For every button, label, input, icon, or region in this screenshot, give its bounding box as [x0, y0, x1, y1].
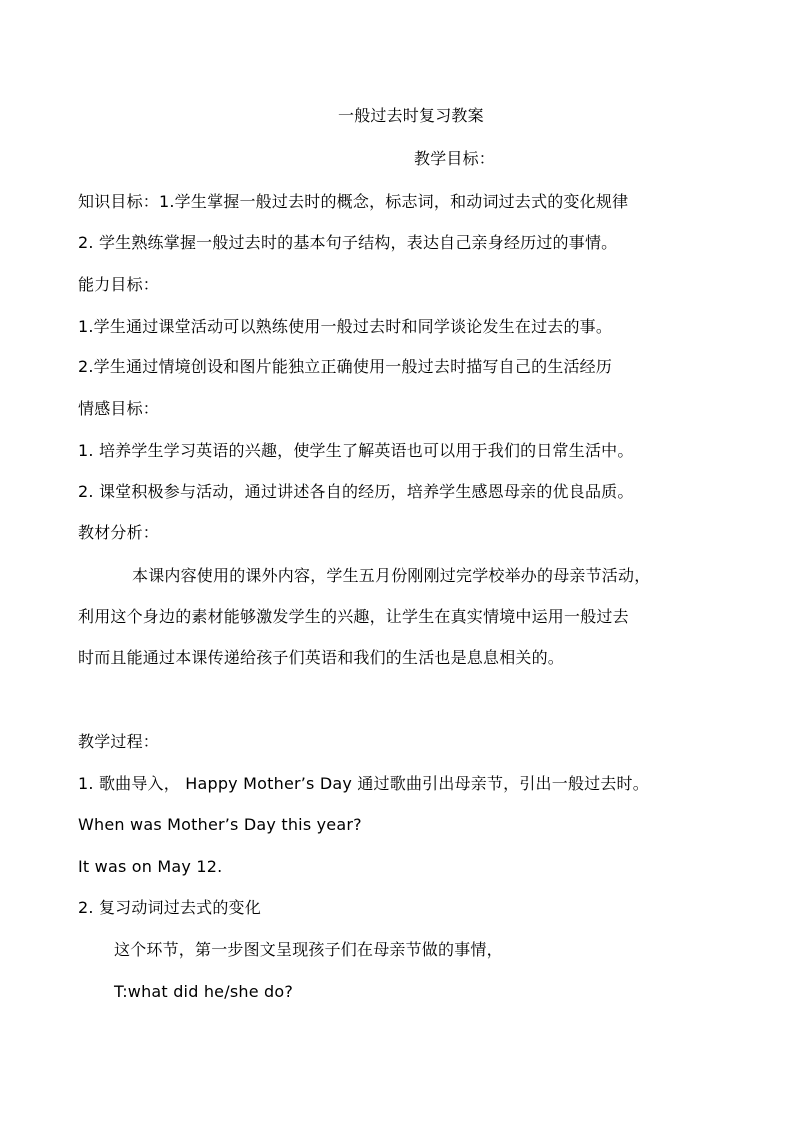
material-analysis-heading: 教材分析：	[78, 523, 160, 542]
emotion-objective-line-1: 1. 培养学生学习英语的兴趣，使学生了解英语也可以用于我们的日常生活中。	[78, 441, 634, 460]
emotion-objective-heading: 情感目标：	[78, 399, 160, 418]
knowledge-objective-line-2: 2. 学生熟练掌握一般过去时的基本句子结构，表达自己亲身经历过的事情。	[78, 233, 618, 252]
ability-objective-heading: 能力目标：	[78, 275, 160, 294]
material-analysis-paragraph-line-3: 时而且能通过本课传递给孩子们英语和我们的生活也是息息相关的。	[78, 648, 565, 667]
objectives-heading: 教学目标：	[414, 149, 496, 168]
material-analysis-paragraph-line-2: 利用这个身边的素材能够激发学生的兴趣，让学生在真实情境中运用一般过去	[78, 607, 629, 626]
process-step-1: 1. 歌曲导入， Happy Mother’s Day 通过歌曲引出母亲节，引出一般过去时。	[78, 774, 649, 793]
ability-objective-line-1: 1.学生通过课堂活动可以熟练使用一般过去时和同学谈论发生在过去的事。	[78, 317, 613, 336]
knowledge-objective-line-1: 知识目标：1.学生掌握一般过去时的概念，标志词，和动词过去式的变化规律	[78, 192, 629, 211]
process-question-1: When was Mother’s Day this year?	[78, 815, 362, 834]
document-title: 一般过去时复习教案	[338, 106, 484, 125]
process-step-2: 2. 复习动词过去式的变化	[78, 898, 261, 917]
material-analysis-paragraph-line-1: 本课内容使用的课外内容，学生五月份刚刚过完学校举办的母亲节活动，	[132, 566, 651, 585]
process-step-2-description: 这个环节，第一步图文呈现孩子们在母亲节做的事情，	[114, 940, 503, 959]
process-answer-1: It was on May 12.	[78, 857, 223, 876]
ability-objective-line-2: 2.学生通过情境创设和图片能独立正确使用一般过去时描写自己的生活经历	[78, 357, 613, 376]
process-step-2-question: T:what did he/she do?	[114, 982, 294, 1001]
emotion-objective-line-2: 2. 课堂积极参与活动，通过讲述各自的经历，培养学生感恩母亲的优良品质。	[78, 482, 634, 501]
teaching-process-heading: 教学过程：	[78, 732, 160, 751]
